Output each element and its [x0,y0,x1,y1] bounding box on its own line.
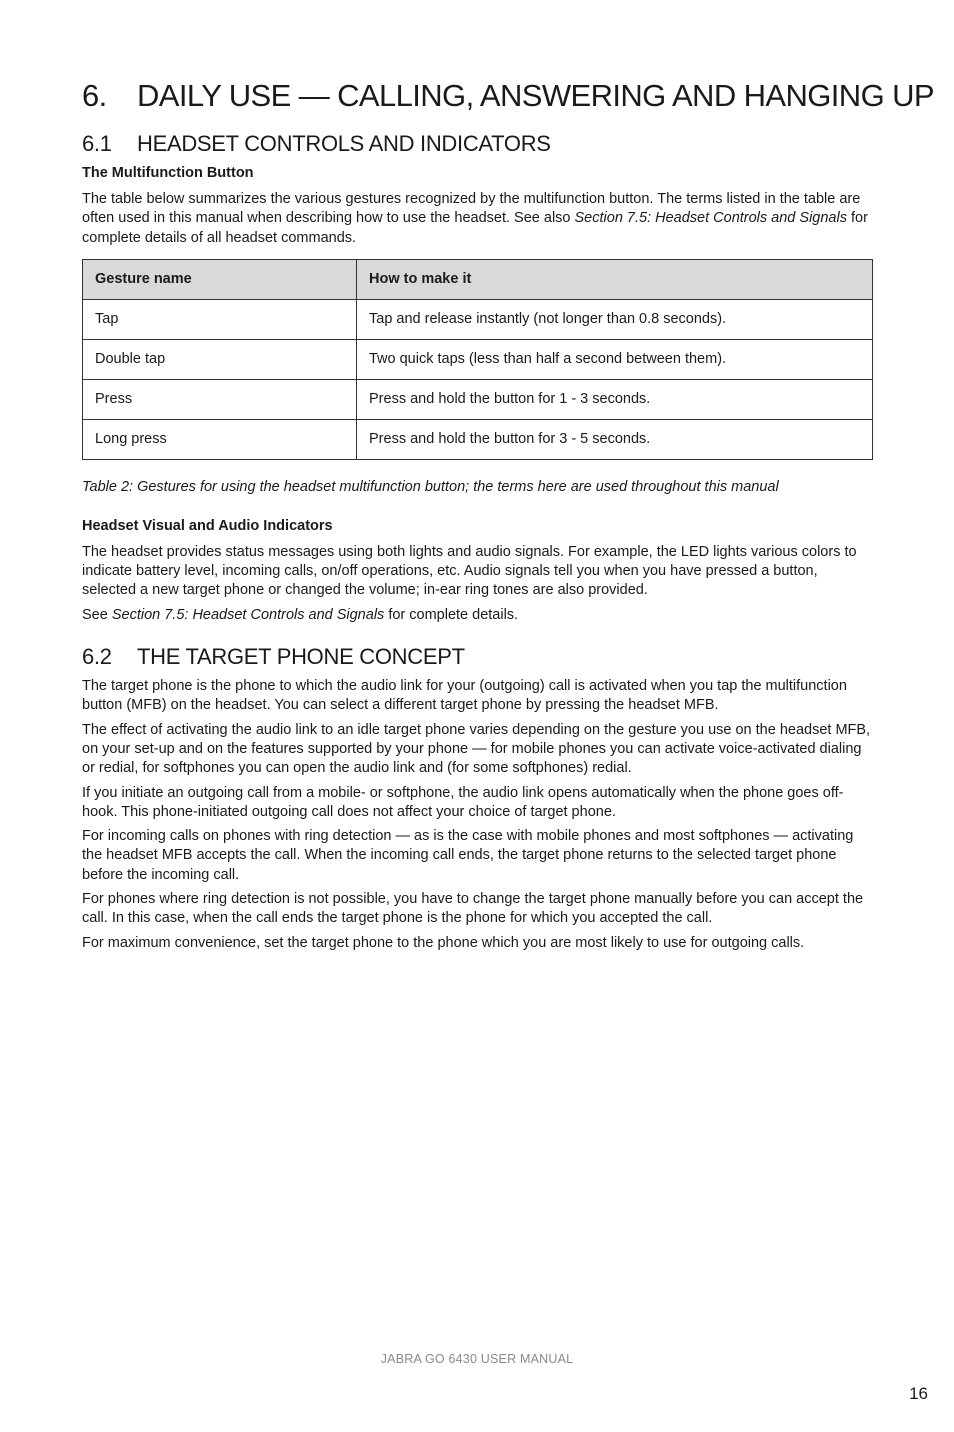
see-prefix: See [82,606,112,623]
chapter-number: 6. [82,78,107,113]
body-paragraph: If you initiate an outgoing call from a mobile- or softphone, the audio link opens automatically when the phone goes off-hook. This phone-initiated outgoing call does not affect your choice of target phone. [82,784,844,820]
table-row [83,419,873,459]
gesture-description-cell: Press and hold the button for 1 - 3 seconds. [357,379,873,419]
footer-manual-title: JABRA GO 6430 USER MANUAL [380,1352,574,1366]
body-paragraph: For maximum convenience, set the target phone to the phone which you are most likely to use for outgoing calls. [82,934,805,951]
section-title: THE TARGET PHONE CONCEPT [137,644,465,670]
gesture-description-cell: Tap and release instantly (not longer than 0.8 seconds). [357,299,873,339]
table-row [83,379,873,419]
gesture-name-cell: Tap [83,299,357,339]
page-content [82,74,934,958]
chapter-heading [82,74,934,118]
gesture-description-cell: Two quick taps (less than half a second between them). [357,339,873,379]
indicators-subheading: Headset Visual and Audio Indicators [82,517,333,534]
intro-tail: for complete details of all headset commands. [82,210,868,246]
gesture-name-cell: Press [83,379,357,419]
section-6-1-heading [82,130,874,158]
body-paragraph: For incoming calls on phones with ring detection — as is the case with mobile phones and most softphones — activating the headset MFB accepts the call. When the incoming call ends, the target phone returns to the selected target phone before the incoming call. [82,828,854,883]
section-title: HEADSET CONTROLS AND INDICATORS [137,131,551,156]
gesture-name-cell: Long press [83,419,357,459]
body-paragraph: The effect of activating the audio link to an idle target phone varies depending on the gesture you use on the headset MFB, on your set-up and on the features supported by your phone — for mobile phones you can activate voice-activated dialing or redial, for softphones you can open the audio link and (for some softphones) redial. [82,721,871,777]
section-number: 6.1 [82,131,112,156]
see-reference: Section 7.5: Headset Controls and Signals [111,606,385,623]
intro-text: The table below summarizes the various gestures recognized by the multifunction button. The terms listed in the table are often used in this manual when describing how to use the headset. See also [82,191,861,227]
table-row [83,339,873,379]
table-caption: Table 2: Gestures for using the headset multifunction button; the terms here are used throughout this manual [82,478,779,495]
body-paragraph: The target phone is the phone to which the audio link for your (outgoing) call is activated when you tap the multifunction button (MFB) on the headset. You can select a different target phone by pressing the headset MFB. [82,678,847,714]
intro-reference: Section 7.5: Headset Controls and Signals [574,210,847,227]
chapter-title: DAILY USE — CALLING, ANSWERING AND HANGING UP [137,78,934,113]
column-header: Gesture name [83,259,357,299]
mfb-subheading: The Multifunction Button [82,165,254,181]
body-paragraph: For phones where ring detection is not possible, you have to change the target phone manually before you can accept the call. In this case, when the call ends the target phone is the phone for which you accepted the call. [82,891,864,927]
table-header-row [83,259,873,299]
gesture-description-cell: Press and hold the button for 3 - 5 seconds. [357,419,873,459]
gesture-table [82,259,873,460]
mfb-intro-paragraph [82,190,874,248]
see-also-paragraph [82,606,874,625]
section-number: 6.2 [82,644,112,670]
table-row [83,299,873,339]
page-number: 16 [909,1384,928,1403]
column-header: How to make it [357,259,873,299]
indicators-paragraph: The headset provides status messages using both lights and audio signals. For example, the LED lights various colors to indicate battery level, incoming calls, on/off operations, etc. Audio signals tell you when you have pressed a button, selected a new target phone or changed the volume; in-ear ring tones are also provided. [82,543,857,599]
section-6-2-heading [82,643,874,671]
gesture-name-cell: Double tap [83,339,357,379]
see-tail: for complete details. [384,606,519,623]
